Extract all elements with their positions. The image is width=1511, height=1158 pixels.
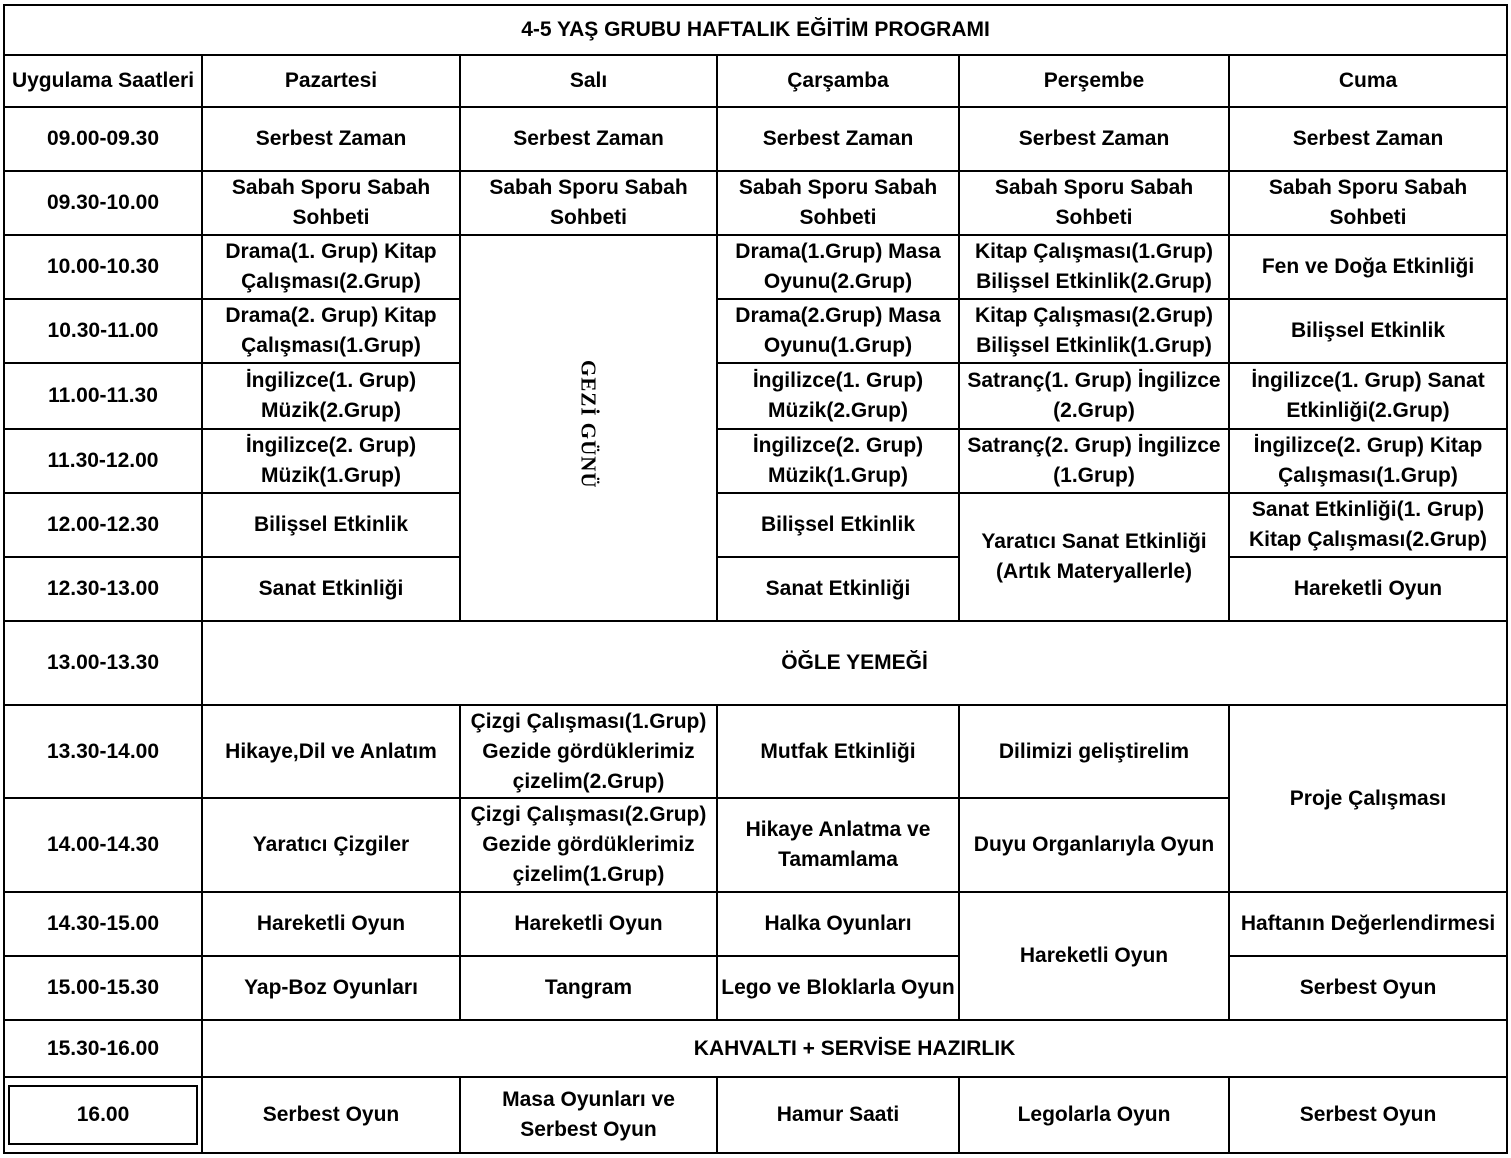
time-column-header: Uygulama Saatleri (4, 55, 202, 107)
activity-cell: Sanat Etkinliği(1. Grup) Kitap Çalışması(2.Grup) (1229, 493, 1507, 557)
breakfast-cell: KAHVALTI + SERVİSE HAZIRLIK (202, 1020, 1507, 1077)
activity-cell: Drama(2.Grup) Masa Oyunu(1.Grup) (717, 299, 959, 363)
activity-cell: Sanat Etkinliği (202, 557, 460, 621)
day-header-wednesday: Çarşamba (717, 55, 959, 107)
activity-cell: Serbest Zaman (202, 107, 460, 171)
activity-cell: İngilizce(2. Grup) Müzik(1.Grup) (202, 429, 460, 493)
activity-cell: Bilişsel Etkinlik (1229, 299, 1507, 363)
activity-cell: İngilizce(1. Grup) Müzik(2.Grup) (202, 363, 460, 429)
activity-cell: Satranç(1. Grup) İngilizce (2.Grup) (959, 363, 1229, 429)
activity-cell: Sabah Sporu Sabah Sohbeti (717, 171, 959, 235)
time-slot: 15.30-16.00 (4, 1020, 202, 1077)
activity-cell: Masa Oyunları ve Serbest Oyun (460, 1077, 717, 1153)
activity-cell: Satranç(2. Grup) İngilizce (1.Grup) (959, 429, 1229, 493)
activity-cell: Yaratıcı Sanat Etkinliği (Artık Materyallerle) (959, 493, 1229, 621)
time-slot: 09.30-10.00 (4, 171, 202, 235)
activity-cell: Serbest Zaman (959, 107, 1229, 171)
activity-cell: Hamur Saati (717, 1077, 959, 1153)
activity-cell: Yaratıcı Çizgiler (202, 798, 460, 892)
time-slot: 12.30-13.00 (4, 557, 202, 621)
activity-cell: İngilizce(1. Grup) Müzik(2.Grup) (717, 363, 959, 429)
activity-cell: Bilişsel Etkinlik (202, 493, 460, 557)
activity-cell: İngilizce(2. Grup) Kitap Çalışması(1.Grup) (1229, 429, 1507, 493)
trip-day-cell (460, 235, 717, 621)
activity-cell: Drama(2. Grup) Kitap Çalışması(1.Grup) (202, 299, 460, 363)
activity-cell: Hikaye,Dil ve Anlatım (202, 705, 460, 798)
time-slot: 14.30-15.00 (4, 892, 202, 956)
activity-cell: Çizgi Çalışması(1.Grup) Gezide gördüklerimiz çizelim(2.Grup) (460, 705, 717, 798)
activity-cell: İngilizce(1. Grup) Sanat Etkinliği(2.Grup) (1229, 363, 1507, 429)
activity-cell: Serbest Zaman (460, 107, 717, 171)
activity-cell: Hareketli Oyun (959, 892, 1229, 1020)
activity-cell: Kitap Çalışması(2.Grup) Bilişsel Etkinlik(1.Grup) (959, 299, 1229, 363)
activity-cell: Sabah Sporu Sabah Sohbeti (959, 171, 1229, 235)
time-slot: 13.00-13.30 (4, 621, 202, 705)
day-header-thursday: Perşembe (959, 55, 1229, 107)
activity-cell: Serbest Zaman (1229, 107, 1507, 171)
activity-cell: Drama(1.Grup) Masa Oyunu(2.Grup) (717, 235, 959, 299)
activity-cell: Drama(1. Grup) Kitap Çalışması(2.Grup) (202, 235, 460, 299)
activity-cell: Serbest Oyun (202, 1077, 460, 1153)
activity-cell: Tangram (460, 956, 717, 1020)
time-slot: 11.00-11.30 (4, 363, 202, 429)
activity-cell: Serbest Zaman (717, 107, 959, 171)
weekly-program-page (3, 4, 1506, 1154)
activity-cell: Kitap Çalışması(1.Grup) Bilişsel Etkinlik(2.Grup) (959, 235, 1229, 299)
activity-cell: Sanat Etkinliği (717, 557, 959, 621)
day-header-friday: Cuma (1229, 55, 1507, 107)
activity-cell: Mutfak Etkinliği (717, 705, 959, 798)
activity-cell: Yap-Boz Oyunları (202, 956, 460, 1020)
activity-cell: Hareketli Oyun (460, 892, 717, 956)
time-slot (4, 1077, 202, 1153)
activity-cell: Legolarla Oyun (959, 1077, 1229, 1153)
time-slot: 14.00-14.30 (4, 798, 202, 892)
time-slot: 13.30-14.00 (4, 705, 202, 798)
lunch-cell: ÖĞLE YEMEĞİ (202, 621, 1507, 705)
activity-cell: İngilizce(2. Grup) Müzik(1.Grup) (717, 429, 959, 493)
activity-cell: Duyu Organlarıyla Oyun (959, 798, 1229, 892)
program-title: 4-5 YAŞ GRUBU HAFTALIK EĞİTİM PROGRAMI (4, 5, 1507, 55)
day-header-tuesday: Salı (460, 55, 717, 107)
weekly-schedule-table (3, 4, 1508, 1154)
activity-cell: Sabah Sporu Sabah Sohbeti (460, 171, 717, 235)
activity-cell: Halka Oyunları (717, 892, 959, 956)
day-header-monday: Pazartesi (202, 55, 460, 107)
activity-cell: Çizgi Çalışması(2.Grup) Gezide gördüklerimiz çizelim(1.Grup) (460, 798, 717, 892)
time-slot: 15.00-15.30 (4, 956, 202, 1020)
activity-cell: Sabah Sporu Sabah Sohbeti (202, 171, 460, 235)
time-slot: 09.00-09.30 (4, 107, 202, 171)
activity-cell: Fen ve Doğa Etkinliği (1229, 235, 1507, 299)
activity-cell: Haftanın Değerlendirmesi (1229, 892, 1507, 956)
time-slot-label: 16.00 (8, 1085, 198, 1145)
activity-cell: Lego ve Bloklarla Oyun (717, 956, 959, 1020)
activity-cell: Serbest Oyun (1229, 1077, 1507, 1153)
activity-cell: Serbest Oyun (1229, 956, 1507, 1020)
time-slot: 10.00-10.30 (4, 235, 202, 299)
time-slot: 11.30-12.00 (4, 429, 202, 493)
activity-cell: Hareketli Oyun (202, 892, 460, 956)
activity-cell: Proje Çalışması (1229, 705, 1507, 892)
activity-cell: Dilimizi geliştirelim (959, 705, 1229, 798)
time-slot: 12.00-12.30 (4, 493, 202, 557)
activity-cell: Bilişsel Etkinlik (717, 493, 959, 557)
activity-cell: Sabah Sporu Sabah Sohbeti (1229, 171, 1507, 235)
activity-cell: Hikaye Anlatma ve Tamamlama (717, 798, 959, 892)
activity-cell: Hareketli Oyun (1229, 557, 1507, 621)
trip-day-label: GEZİ GÜNÜ (576, 359, 601, 489)
time-slot: 10.30-11.00 (4, 299, 202, 363)
